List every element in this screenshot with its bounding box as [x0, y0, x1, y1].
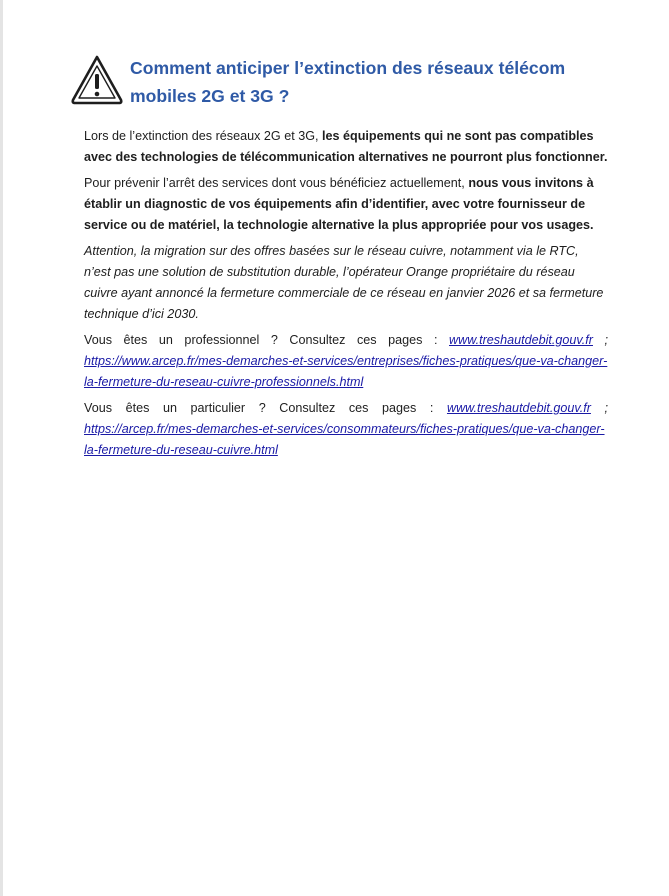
paragraph-particulier	[84, 398, 608, 461]
paragraph-professionnel	[84, 330, 608, 393]
page-title: Comment anticiper l’extinction des réseaux télécom mobiles 2G et 3G ?	[130, 58, 566, 106]
paragraph-bold-text: nous vous invitons à établir un diagnostic de vos équipements afin d’identifier, avec votre fournisseur de service ou de matériel, la technologie alternative la plus appropriée pour vos usages.	[84, 176, 594, 232]
warning-icon	[70, 54, 124, 106]
paragraph-text: Vous êtes un professionnel ? Consultez ces pages :	[84, 333, 449, 347]
paragraph-attention: Attention, la migration sur des offres basées sur le réseau cuivre, notamment via le RTC, n’est pas une solution de substitution durable, l’opérateur Orange propriétaire du réseau cuivre ayant annoncé la fermeture commerciale de ce réseau en janvier 2026 et sa fermeture technique d’ici 2030.	[84, 244, 604, 321]
paragraph-diagnostic	[84, 173, 608, 236]
link-treshautdebit[interactable]: www.treshautdebit.gouv.fr	[446, 401, 591, 415]
link-arcep-particuliers[interactable]: https://arcep.fr/mes-demarches-et-services/consommateurs/fiches-pratiques/que-va-changer-la-fermeture-du-reseau-cuivre.html	[84, 422, 605, 457]
paragraph-bold-text: les équipements qui ne sont pas compatibles avec des technologies de télécommunication alternatives ne pourront plus fonctionner.	[84, 129, 608, 164]
section-heading	[70, 54, 630, 114]
page-edge	[0, 0, 3, 896]
paragraph-text: Lors de l’extinction des réseaux 2G et 3G,	[84, 129, 323, 143]
link-treshautdebit[interactable]: www.treshautdebit.gouv.fr	[449, 333, 593, 347]
paragraph-text: Vous êtes un particulier ? Consultez ces pages :	[84, 401, 447, 415]
paragraph-text: Pour prévenir l’arrêt des services dont vous bénéficiez actuellement,	[84, 176, 469, 190]
link-separator: ;	[590, 401, 609, 415]
link-arcep-professionnels[interactable]: https://www.arcep.fr/mes-demarches-et-services/entreprises/fiches-pratiques/que-va-changer-la-fermeture-du-reseau-cuivre-professionnels.html	[84, 354, 608, 389]
link-separator: ;	[592, 333, 609, 347]
document-body	[84, 126, 608, 466]
paragraph-extinction	[84, 126, 608, 168]
